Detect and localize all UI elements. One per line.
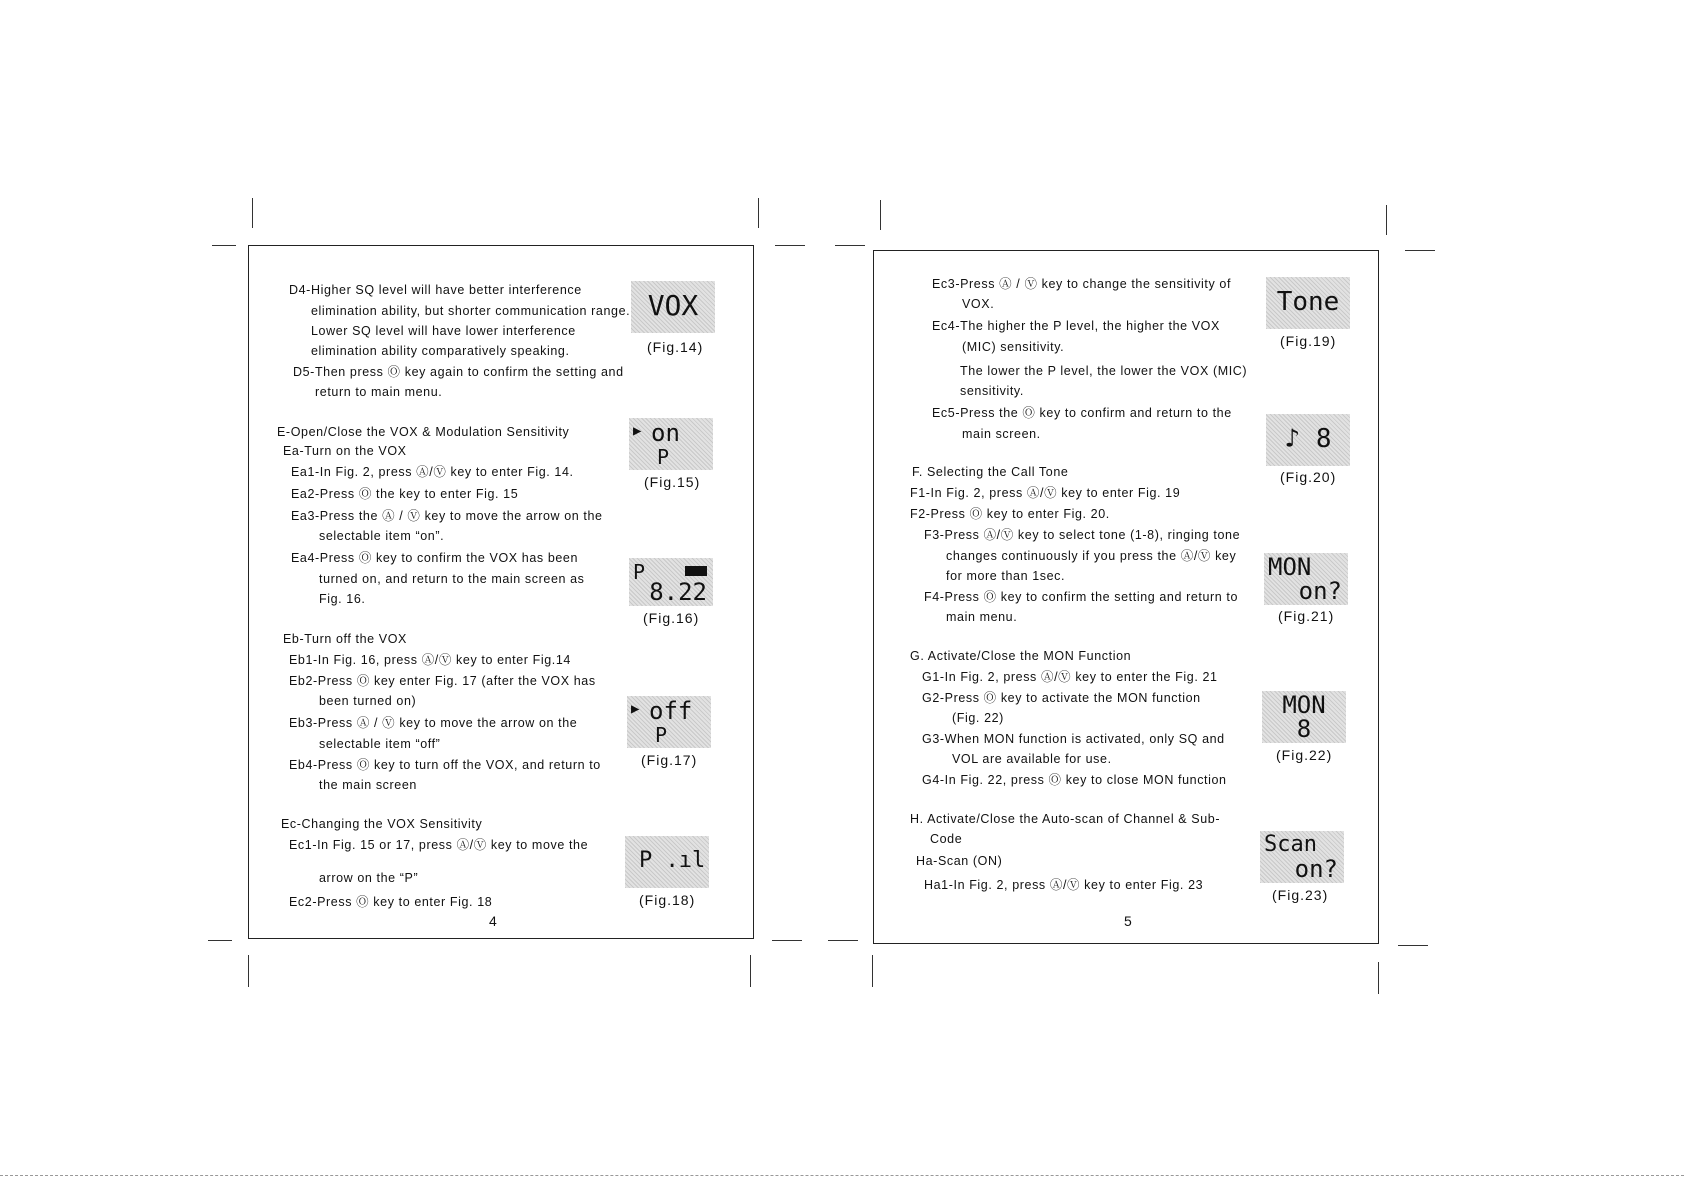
text-line: Eb1-In Fig. 16, press Ⓐ/Ⓥ key to enter Fig.14 xyxy=(289,653,571,667)
left-page xyxy=(248,245,754,939)
text-line: (MIC) sensitivity. xyxy=(962,340,1065,354)
figure-caption: (Fig.16) xyxy=(643,610,700,626)
arrow-icon: ▶ xyxy=(633,423,642,439)
lcd-fig-19 xyxy=(1266,277,1350,329)
lcd-text: Tone xyxy=(1276,287,1340,317)
crop-mark xyxy=(252,198,253,228)
lcd-fig-21 xyxy=(1264,553,1348,605)
subsection-heading: Eb-Turn off the VOX xyxy=(283,632,407,646)
text-line: VOX. xyxy=(962,297,995,311)
figure-caption: (Fig.22) xyxy=(1276,747,1333,763)
lcd-text: P xyxy=(655,723,668,747)
text-line: the main screen xyxy=(319,778,417,792)
page-number: 4 xyxy=(489,913,497,929)
right-page xyxy=(873,250,1379,944)
text-line: elimination ability, but shorter communication range. xyxy=(311,304,631,318)
text-line: Ea3-Press the Ⓐ / Ⓥ key to move the arrow on the xyxy=(291,509,603,523)
crop-mark xyxy=(772,940,802,941)
scan-edge xyxy=(0,1175,1684,1176)
text-line: G4-In Fig. 22, press Ⓞ key to close MON function xyxy=(922,773,1227,787)
crop-mark xyxy=(212,245,236,246)
text-line: Ea4-Press Ⓞ key to confirm the VOX has been xyxy=(291,551,579,565)
lcd-fig-22 xyxy=(1262,691,1346,743)
text-line: elimination ability comparatively speaking. xyxy=(311,344,570,358)
text-line: sensitivity. xyxy=(960,384,1024,398)
battery-icon xyxy=(685,566,707,576)
text-line: Eb2-Press Ⓞ key enter Fig. 17 (after the VOX has xyxy=(289,674,596,688)
lcd-text: 8 xyxy=(1296,715,1312,743)
text-line: Code xyxy=(930,832,963,846)
subsection-heading: Ec-Changing the VOX Sensitivity xyxy=(281,817,483,831)
lcd-text: VOX xyxy=(647,289,699,322)
text-line: F3-Press Ⓐ/Ⓥ key to select tone (1-8), ringing tone xyxy=(924,528,1241,542)
crop-mark xyxy=(775,245,805,246)
lcd-fig-20 xyxy=(1266,414,1350,466)
text-line: turned on, and return to the main screen as xyxy=(319,572,585,586)
text-line: G1-In Fig. 2, press Ⓐ/Ⓥ key to enter the Fig. 21 xyxy=(922,670,1218,684)
text-line: selectable item “on”. xyxy=(319,529,445,543)
text-line: G2-Press Ⓞ key to activate the MON function xyxy=(922,691,1201,705)
lcd-text: P xyxy=(633,560,646,584)
lcd-text: 8.22 xyxy=(649,578,707,606)
text-line: Ha1-In Fig. 2, press Ⓐ/Ⓥ key to enter Fig. 23 xyxy=(924,878,1204,892)
text-line: F2-Press Ⓞ key to enter Fig. 20. xyxy=(910,507,1110,521)
crop-mark xyxy=(1378,962,1379,994)
figure-caption: (Fig.17) xyxy=(641,752,698,768)
lcd-text: MON xyxy=(1268,553,1312,581)
text-line: return to main menu. xyxy=(315,385,443,399)
text-line: Fig. 16. xyxy=(319,592,366,606)
lcd-fig-15 xyxy=(629,418,713,470)
crop-mark xyxy=(1386,205,1387,235)
lcd-text: P xyxy=(657,445,670,469)
text-line: changes continuously if you press the Ⓐ/Ⓥ key xyxy=(946,549,1237,563)
text-line: Ec1-In Fig. 15 or 17, press Ⓐ/Ⓥ key to move the xyxy=(289,838,589,852)
section-heading: H. Activate/Close the Auto-scan of Channel & Sub- xyxy=(910,812,1221,826)
text-line: Lower SQ level will have lower interference xyxy=(311,324,576,338)
crop-mark xyxy=(880,200,881,230)
text-line: F4-Press Ⓞ key to confirm the setting and return to xyxy=(924,590,1239,604)
lcd-text: P .ıl xyxy=(639,848,706,873)
crop-mark xyxy=(1398,945,1428,946)
crop-mark xyxy=(750,955,751,987)
text-line: main menu. xyxy=(946,610,1018,624)
text-line: VOL are available for use. xyxy=(952,752,1112,766)
text-line: The lower the P level, the lower the VOX (MIC) xyxy=(960,364,1248,378)
lcd-text: on? xyxy=(1298,577,1342,605)
text-line: D5-Then press Ⓞ key again to confirm the setting and xyxy=(293,365,624,379)
subsection-heading: Ha-Scan (ON) xyxy=(916,854,1003,868)
text-line: Ec3-Press Ⓐ / Ⓥ key to change the sensitivity of xyxy=(932,277,1232,291)
lcd-fig-18 xyxy=(625,836,709,888)
crop-mark xyxy=(208,940,232,941)
text-line: Ec5-Press the Ⓞ key to confirm and return to the xyxy=(932,406,1232,420)
crop-mark xyxy=(872,955,873,987)
lcd-fig-17 xyxy=(627,696,711,748)
arrow-icon: ▶ xyxy=(631,701,640,717)
figure-caption: (Fig.19) xyxy=(1280,333,1337,349)
text-line: G3-When MON function is activated, only SQ and xyxy=(922,732,1225,746)
section-heading: E-Open/Close the VOX & Modulation Sensitivity xyxy=(277,425,570,439)
crop-mark xyxy=(248,955,249,987)
lcd-fig-16 xyxy=(629,558,713,606)
text-line: (Fig. 22) xyxy=(952,711,1004,725)
lcd-text: off xyxy=(649,697,693,725)
page-number: 5 xyxy=(1124,913,1132,929)
text-line: D4-Higher SQ level will have better interference xyxy=(289,283,582,297)
figure-caption: (Fig.14) xyxy=(647,339,704,355)
text-line: for more than 1sec. xyxy=(946,569,1066,583)
crop-mark xyxy=(835,245,865,246)
crop-mark xyxy=(828,940,858,941)
text-line: Ea2-Press Ⓞ the key to enter Fig. 15 xyxy=(291,487,519,501)
section-heading: F. Selecting the Call Tone xyxy=(912,465,1069,479)
figure-caption: (Fig.15) xyxy=(644,474,701,490)
text-line: Eb3-Press Ⓐ / Ⓥ key to move the arrow on the xyxy=(289,716,578,730)
figure-caption: (Fig.20) xyxy=(1280,469,1337,485)
lcd-text: on? xyxy=(1294,855,1338,883)
crop-mark xyxy=(1405,250,1435,251)
text-line: Ec2-Press Ⓞ key to enter Fig. 18 xyxy=(289,895,493,909)
text-line: F1-In Fig. 2, press Ⓐ/Ⓥ key to enter Fig. 19 xyxy=(910,486,1181,500)
lcd-fig-23 xyxy=(1260,831,1344,883)
text-line: Ec4-The higher the P level, the higher the VOX xyxy=(932,319,1220,333)
text-line: selectable item “off” xyxy=(319,737,441,751)
text-line: been turned on) xyxy=(319,694,417,708)
text-line: arrow on the “P” xyxy=(319,871,419,885)
lcd-text: ♪ 8 xyxy=(1284,424,1332,454)
figure-caption: (Fig.18) xyxy=(639,892,696,908)
subsection-heading: Ea-Turn on the VOX xyxy=(283,444,407,458)
text-line: Eb4-Press Ⓞ key to turn off the VOX, and return to xyxy=(289,758,601,772)
lcd-text: MON xyxy=(1282,691,1326,719)
crop-mark xyxy=(758,198,759,228)
section-heading: G. Activate/Close the MON Function xyxy=(910,649,1132,663)
text-line: Ea1-In Fig. 2, press Ⓐ/Ⓥ key to enter Fig. 14. xyxy=(291,465,574,479)
lcd-text: on xyxy=(651,419,680,447)
lcd-fig-14 xyxy=(631,281,715,333)
text-line: main screen. xyxy=(962,427,1041,441)
lcd-text: Scan xyxy=(1264,832,1317,857)
figure-caption: (Fig.23) xyxy=(1272,887,1329,903)
figure-caption: (Fig.21) xyxy=(1278,608,1335,624)
